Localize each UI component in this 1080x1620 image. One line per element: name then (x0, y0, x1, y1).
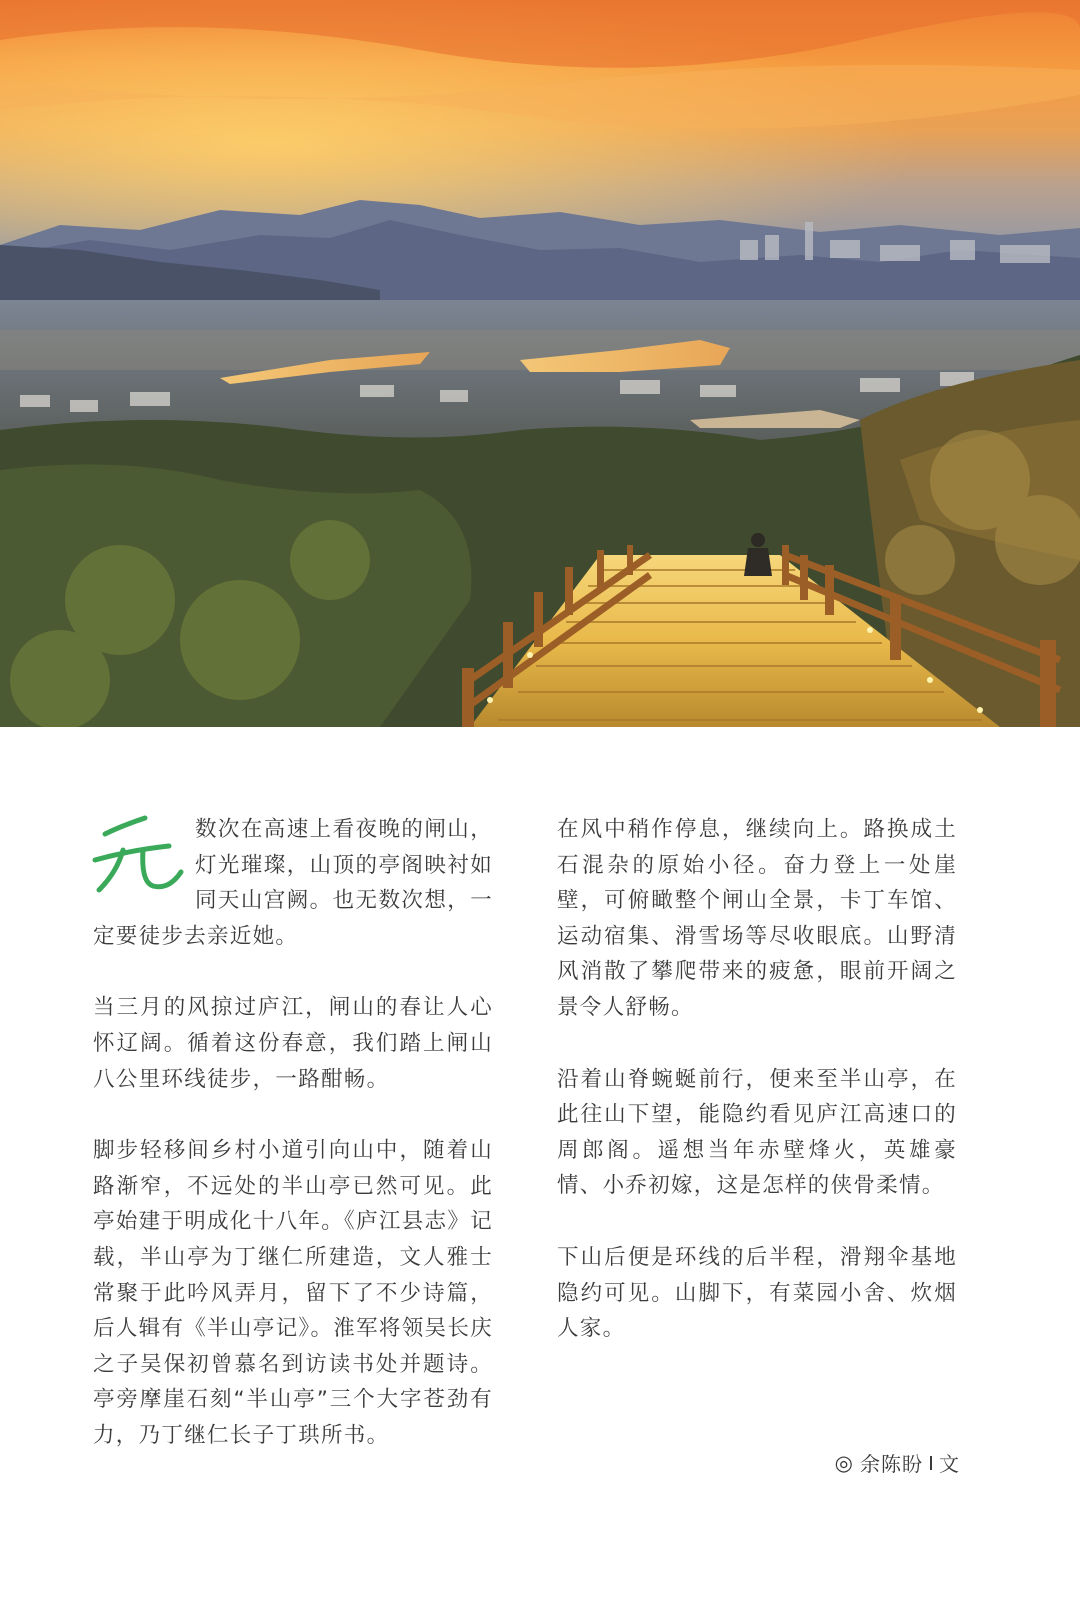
hero-photo (0, 0, 1080, 727)
drop-cap-glyph-icon (91, 810, 187, 898)
byline-circle-icon: ◎ (834, 1450, 854, 1475)
paragraph-4: 在风中稍作停息，继续向上。路换成土石混杂的原始小径。奋力登上一处崖壁，可俯瞰整个闸山全景，卡丁车馆、运动宿集、滑雪场等尽收眼底。山野清风消散了攀爬带来的疲惫，眼前开阔之景令人舒畅。 (557, 817, 957, 1020)
paragraph-6: 下山后便是环线的后半程，滑翔伞基地隐约可见。山脚下，有菜园小舍、炊烟人家。 (557, 1244, 957, 1342)
author-byline (835, 1448, 960, 1477)
author-role: 文 (939, 1452, 960, 1476)
paragraph-1-text: 数次在高速上看夜晚的闸山，灯光璀璨，山顶的亭阁映衬如同天山宫阙。也无数次想，一定要徒步去亲近她。 (93, 817, 493, 949)
paragraph-3: 脚步轻移间乡村小道引向山中，随着山路渐窄，不远处的半山亭已然可见。此亭始建于明成化十八年。《庐江县志》记载，半山亭为丁继仁所建造，文人雅士常聚于此吟风弄月，留下了不少诗篇，后人辑有《半山亭记》。淮军将领吴长庆之子吴保初曾慕名到访读书处并题诗。亭旁摩崖石刻“半山亭”三个大字苍劲有力，乃丁继仁长子丁珙所书。 (93, 1138, 493, 1448)
paragraph-2: 当三月的风掠过庐江，闸山的春让人心怀辽阔。循着这份春意，我们踏上闸山八公里环线徒步，一路酣畅。 (93, 995, 493, 1092)
article-left-column (93, 812, 493, 1490)
sunset-mountain-staircase-photo-icon (0, 0, 1080, 727)
paragraph-1 (93, 812, 493, 954)
author-name: 余陈盼 (860, 1452, 923, 1476)
article-right-column (557, 812, 957, 1383)
paragraph-5: 沿着山脊蜿蜒前行，便来至半山亭，在此往山下望，能隐约看见庐江高速口的周郎阁。遥想当年赤壁烽火，英雄豪情、小乔初嫁，这是怎样的侠骨柔情。 (557, 1066, 957, 1199)
byline-divider (930, 1456, 932, 1470)
